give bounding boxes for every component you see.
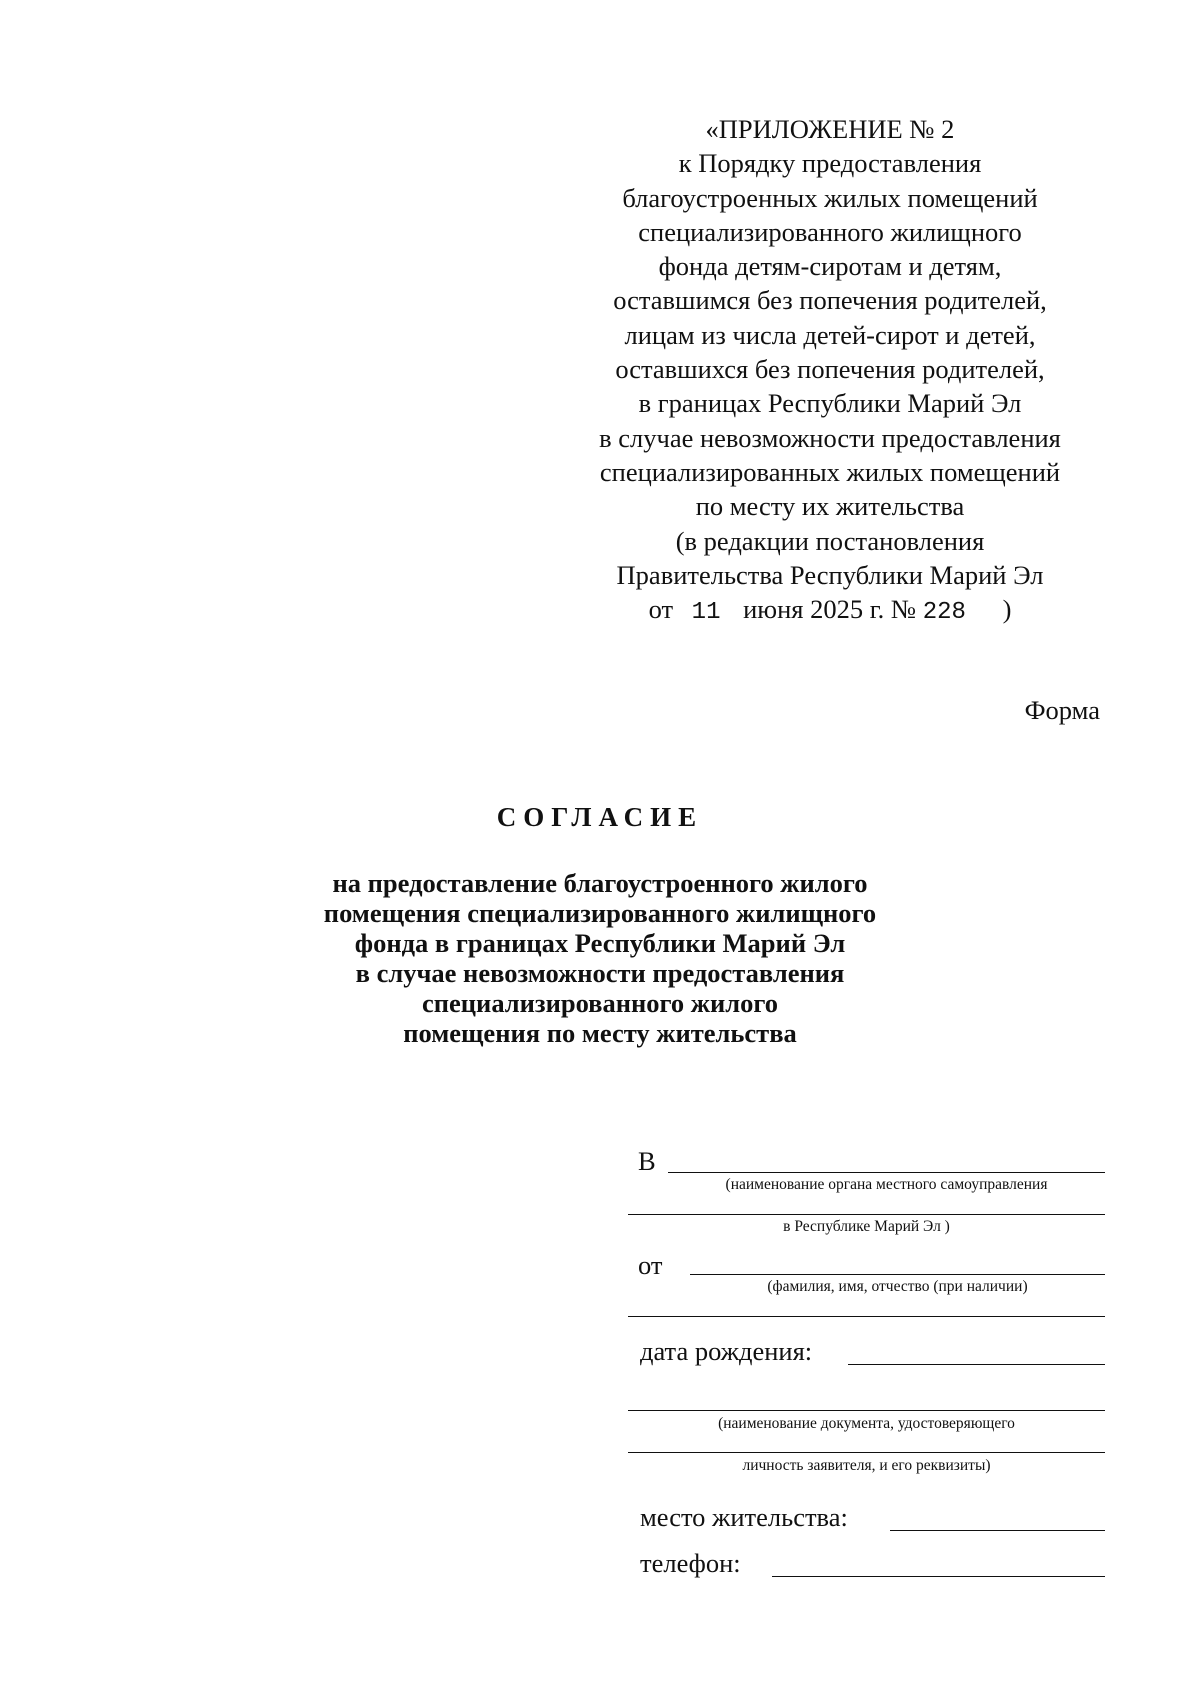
date-prefix: от bbox=[648, 594, 674, 625]
appendix-line: к Порядку предоставления bbox=[678, 148, 982, 179]
to-field-line-2[interactable] bbox=[628, 1214, 1105, 1215]
appendix-line: оставшихся без попечения родителей, bbox=[615, 354, 1045, 385]
appendix-date-line bbox=[580, 592, 1080, 630]
appendix-header bbox=[580, 112, 1080, 630]
from-label: от bbox=[638, 1250, 663, 1280]
birth-date-label: дата рождения: bbox=[640, 1336, 813, 1366]
appendix-line: лицам из числа детей-сирот и детей, bbox=[624, 319, 1036, 350]
closing-paren: ) bbox=[1002, 594, 1012, 625]
subtitle-line: на предоставление благоустроенного жилого bbox=[332, 868, 868, 898]
residence-field-line[interactable] bbox=[890, 1530, 1105, 1531]
to-hint: (наименование органа местного самоуправления bbox=[725, 1176, 1048, 1193]
from-hint: (фамилия, имя, отчество (при наличии) bbox=[767, 1278, 1028, 1295]
appendix-line: (в редакции постановления bbox=[675, 525, 985, 556]
appendix-line: специализированного жилищного bbox=[638, 216, 1022, 247]
appendix-line: по месту их жительства bbox=[695, 491, 965, 522]
subtitle-line: фонда в границах Республики Марий Эл bbox=[354, 928, 846, 958]
document-title: СОГЛАСИЕ bbox=[496, 802, 704, 832]
to-label: В bbox=[638, 1146, 656, 1176]
document-subtitle bbox=[300, 868, 900, 1048]
subtitle-line: помещения специализированного жилищного bbox=[323, 898, 877, 928]
appendix-line: специализированных жилых помещений bbox=[599, 456, 1061, 487]
date-month-year: июня 2025 г. № bbox=[743, 594, 917, 625]
subtitle-line: в случае невозможности предоставления bbox=[355, 958, 845, 988]
id-document-field-line[interactable] bbox=[628, 1410, 1105, 1411]
to-hint-2: в Республике Марий Эл ) bbox=[783, 1218, 950, 1235]
birth-date-field-line[interactable] bbox=[848, 1364, 1105, 1365]
document-number: 228 bbox=[922, 599, 966, 627]
appendix-line: «ПРИЛОЖЕНИЕ № 2 bbox=[705, 114, 955, 144]
to-field-line[interactable] bbox=[668, 1172, 1105, 1173]
id-document-hint: (наименование документа, удостоверяющего bbox=[718, 1415, 1015, 1432]
id-document-field-line-2[interactable] bbox=[628, 1452, 1105, 1453]
from-field-line-2[interactable] bbox=[628, 1316, 1105, 1317]
appendix-line: благоустроенных жилых помещений bbox=[622, 182, 1038, 213]
form-label: Форма bbox=[1024, 695, 1100, 725]
phone-field-line[interactable] bbox=[772, 1576, 1105, 1577]
residence-label: место жительства: bbox=[640, 1502, 848, 1532]
subtitle-line: помещения по месту жительства bbox=[403, 1018, 797, 1048]
appendix-line: Правительства Республики Марий Эл bbox=[616, 559, 1044, 590]
subtitle-line: специализированного жилого bbox=[421, 988, 779, 1018]
appendix-line: фонда детям-сиротам и детям, bbox=[658, 251, 1002, 282]
appendix-line: в границах Республики Марий Эл bbox=[638, 388, 1022, 419]
id-document-hint-2: личность заявителя, и его реквизиты) bbox=[742, 1457, 991, 1474]
appendix-line: оставшимся без попечения родителей, bbox=[613, 285, 1047, 316]
date-day: 11 bbox=[691, 599, 721, 627]
appendix-line: в случае невозможности предоставления bbox=[599, 422, 1061, 453]
from-field-line[interactable] bbox=[690, 1274, 1105, 1275]
phone-label: телефон: bbox=[640, 1548, 741, 1578]
